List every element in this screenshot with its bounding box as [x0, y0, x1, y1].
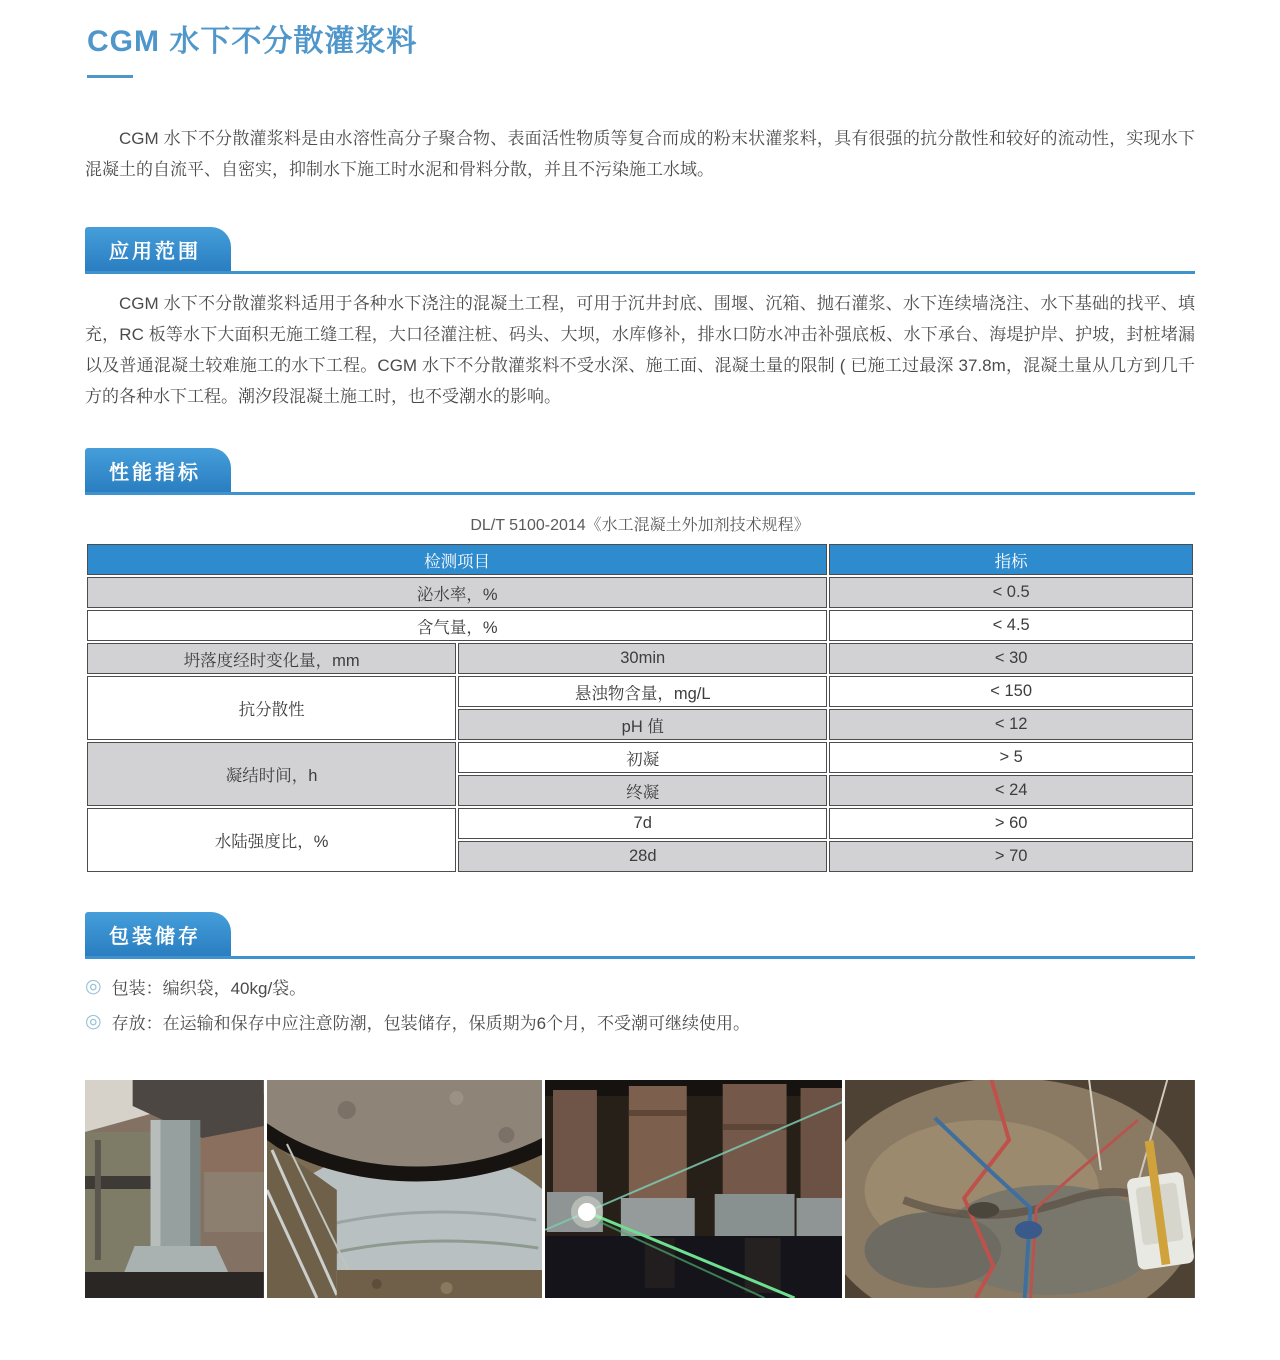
row-value: > 60	[829, 808, 1193, 839]
photo-underwater-pier-formwork	[85, 1080, 264, 1298]
row-value: < 30	[829, 643, 1193, 674]
table-row	[87, 676, 1193, 707]
row-label: 凝结时间，h	[87, 742, 456, 806]
title-underline	[87, 75, 133, 78]
bullet-text: 存放：在运输和保存中应注意防潮，包装储存，保质期为6个月，不受潮可继续使用。	[111, 1014, 751, 1033]
table-row	[87, 742, 1193, 773]
row-value: < 0.5	[829, 577, 1193, 608]
row-subitem: 初凝	[458, 742, 827, 773]
bullet-text: 包装：编织袋，40kg/袋。	[111, 979, 307, 998]
section-tab: 包装储存	[85, 912, 231, 956]
table-header-row	[87, 544, 1193, 575]
col-header-item: 检测项目	[87, 544, 827, 575]
construction-photo-illustration	[85, 1080, 264, 1298]
table-row	[87, 577, 1193, 608]
photo-night-piers-laser-survey	[545, 1080, 842, 1298]
standard-caption: DL/T 5100-2014《水工混凝土外加剂技术规程》	[470, 517, 810, 534]
section-header-performance	[85, 448, 1195, 495]
row-value: < 4.5	[829, 610, 1193, 641]
row-subitem: 终凝	[458, 775, 827, 806]
row-value: < 12	[829, 709, 1193, 740]
construction-photo-illustration	[845, 1080, 1195, 1298]
double-circle-bullet-icon: ◎	[85, 976, 102, 997]
row-value: > 5	[829, 742, 1193, 773]
construction-photo-illustration	[545, 1080, 842, 1298]
row-label: 水陆强度比，%	[87, 808, 456, 872]
photo-strip	[85, 1080, 1195, 1298]
list-item	[85, 1009, 1195, 1034]
col-header-index: 指标	[829, 544, 1193, 575]
section-tab: 性能指标	[85, 448, 231, 492]
section-tab: 应用范围	[85, 227, 231, 271]
page-title: CGM 水下不分散灌浆料	[87, 25, 418, 58]
row-subitem: 悬浊物含量，mg/L	[458, 676, 827, 707]
row-subitem: 28d	[458, 841, 827, 872]
table-row	[87, 643, 1193, 674]
table-row	[87, 808, 1193, 839]
row-value: < 150	[829, 676, 1193, 707]
row-subitem: 30min	[458, 643, 827, 674]
table-row	[87, 610, 1193, 641]
row-label: 坍落度经时变化量，mm	[87, 643, 456, 674]
row-label: 含气量，%	[87, 610, 827, 641]
section-header-packaging	[85, 912, 1195, 959]
row-value: < 24	[829, 775, 1193, 806]
photo-caisson-mud-pit	[845, 1080, 1195, 1298]
packaging-bullets	[85, 974, 1195, 1034]
row-subitem: pH 值	[458, 709, 827, 740]
construction-photo-illustration	[267, 1080, 542, 1298]
photo-pier-base-grouted-joint	[267, 1080, 542, 1298]
row-value: > 70	[829, 841, 1193, 872]
row-label: 抗分散性	[87, 676, 456, 740]
row-subitem: 7d	[458, 808, 827, 839]
performance-table	[85, 542, 1195, 874]
page	[0, 16, 1280, 1298]
list-item	[85, 974, 1195, 999]
row-label: 泌水率，%	[87, 577, 827, 608]
section-header-application	[85, 227, 1195, 274]
intro-paragraph: CGM 水下不分散灌浆料是由水溶性高分子聚合物、表面活性物质等复合而成的粉末状灌浆料，具有很强的抗分散性和较好的流动性，实现水下混凝土的自流平、自密实，抑制水下施工时水泥和骨料分散，并且不污染施工水域。	[85, 129, 1195, 179]
double-circle-bullet-icon: ◎	[85, 1011, 102, 1032]
application-paragraph: CGM 水下不分散灌浆料适用于各种水下浇注的混凝土工程，可用于沉井封底、围堰、沉箱、抛石灌浆、水下连续墙浇注、水下基础的找平、填充，RC 板等水下大面积无施工缝工程，大口径灌注桩、码头、大坝，水库修补，排水口防水冲击补强底板、水下承台、海堤护岸、护坡，封桩堵漏以及普通混凝土较难施工的水下工程。CGM 水下不分散灌浆料不受水深、施工面、混凝土量的限制 ( 已施工过最深 37.8m，混凝土量从几方到几千方的各种水下工程。潮汐段混凝土施工时，也不受潮水的影响。	[85, 294, 1195, 406]
